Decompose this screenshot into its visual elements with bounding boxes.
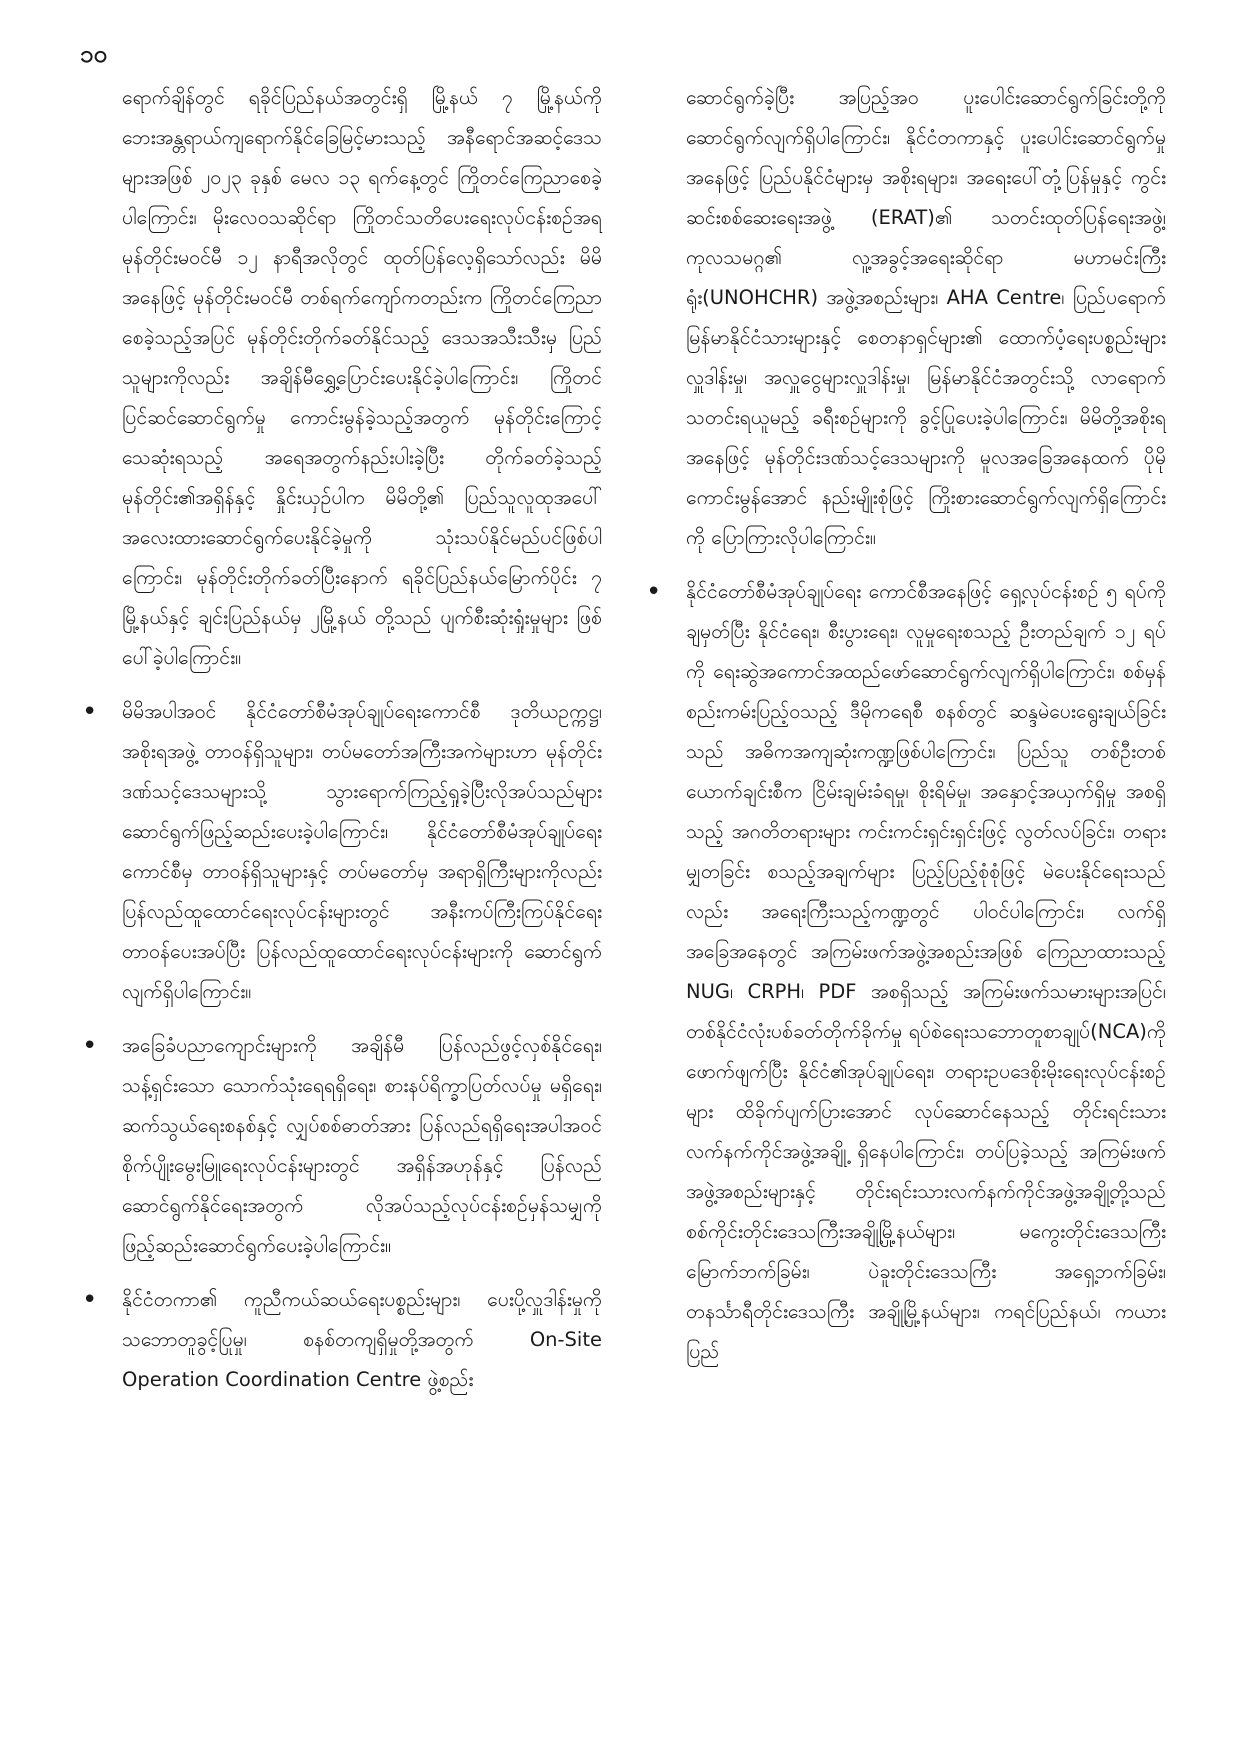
list-item-text: နိုင်ငံတော်စီမံအုပ်ချုပ်ရေး ကောင်စီအနေဖြင့် ရှေ့လုပ်ငန်းစဉ် ၅ ရပ်ကိုချမှတ်ပြီး နိုင်ငံရေး၊ စီးပွားရေး၊ လူမှုရေးစသည့် ဦးတည်ချက် ၁၂ ရပ်ကို ရေးဆွဲအကောင်အထည်ဖော်ဆောင်ရွက်လျက်ရှိပါကြောင်း၊ စစ်မှန်စည်းကမ်းပြည့်ဝသည့် ဒီမိုကရေစီ စနစ်တွင် ဆန္ဒမဲပေးရွေးချယ်ခြင်းသည် အဓိကအကျဆုံးကဏ္ဍဖြစ်ပါကြောင်း၊ ပြည်သူ တစ်ဦးတစ်ယောက်ချင်းစီက ငြိမ်းချမ်းခံရမှု၊ စိုးရိမ်မှု၊ အနှောင့်အယှက်ရှိမှု အစရှိသည့် အဂတိတရားများ ကင်းကင်းရှင်းရှင်းဖြင့် လွတ်လပ်ခြင်း၊ တရားမျှတခြင်း စသည့်အချက်များ ပြည့်ပြည့်စုံစုံဖြင့် မဲပေးနိုင်ရေးသည်လည်း အရေးကြီးသည့်ကဏ္ဍတွင် ပါဝင်ပါကြောင်း၊ လက်ရှိအခြေအနေတွင် အကြမ်းဖက်အဖွဲ့အစည်းအဖြစ် ကြေညာထားသည့် NUG၊ CRPH၊ PDF အစရှိသည့် အကြမ်းဖက်သမားများအပြင်၊ တစ်နိုင်ငံလုံးပစ်ခတ်တိုက်ခိုက်မှု ရပ်စဲရေးသဘောတူစာချုပ်(NCA)ကို ဖောက်ဖျက်ပြီး နိုင်ငံ၏အုပ်ချုပ်ရေး၊ တရားဥပဒေစိုးမိုးရေးလုပ်ငန်းစဉ်များ ထိခိုက်ပျက်ပြားအောင် လုပ်ဆောင်နေသည့် တိုင်းရင်းသားလက်နက်ကိုင်အဖွဲ့အချို့ ရှိနေပါကြောင်း၊ တပ်ပြခဲ့သည့် အကြမ်းဖက်အဖွဲ့အစည်းများနှင့် တိုင်းရင်းသားလက်နက်ကိုင်အဖွဲ့အချို့တို့သည် စစ်ကိုင်းတိုင်းဒေသကြီးအချို့မြို့နယ်များ၊ မကွေးတိုင်းဒေသကြီး မြောက်ဘက်ခြမ်း၊ ပဲခူးတိုင်းဒေသကြီး အရှေ့ဘက်ခြမ်း၊ တနင်္သာရီတိုင်းဒေသကြီး အချို့မြို့နယ်များ၊ ကရင်ပြည်နယ်၊ ကယားပြည် — [686, 580, 1166, 1363]
list-item-text: အခြေခံပညာကျောင်းများကို အချိန်မီ ပြန်လည်ဖွင့်လှစ်နိုင်ရေး၊ သန့်ရှင်းသော သောက်သုံးရေရရှိရေး၊ စားနပ်ရိက္ခာပြတ်လပ်မှု မရှိရေး၊ ဆက်သွယ်ရေးစနစ်နှင့် လျှပ်စစ်ဓာတ်အား ပြန်လည်ရရှိရေးအပါအဝင် စိုက်ပျိုးမွေးမြူရေးလုပ်ငန်းများတွင် အရှိန်အဟုန်နှင့် ပြန်လည်ဆောင်ရွက်နိုင်ရေးအတွက် လိုအပ်သည့်လုပ်ငန်းစဉ်မှန်သမျှကို ဖြည့်ဆည်းဆောင်ရွက်ပေးခဲ့ပါကြောင်း။ — [122, 1034, 602, 1257]
list-item-text: နိုင်ငံတကာ၏ ကူညီကယ်ဆယ်ရေးပစ္စည်းများ၊ ပေးပို့လှူဒါန်းမှုကို သဘောတူခွင့်ပြုမှု၊ စနစ်တကျရှိမှုတို့အတွက် On-Site Operation Coordination Centre ဖွဲ့စည်း — [122, 1288, 602, 1391]
list-item-text: မိမိအပါအဝင် နိုင်ငံတော်စီမံအုပ်ချုပ်ရေးကောင်စီ ဒုတိယဥက္ကဋ္ဌ၊ အစိုးရအဖွဲ့ တာဝန်ရှိသူများ၊ တပ်မတော်အကြီးအကဲများဟာ မုန်တိုင်းဒဏ်သင့်ဒေသများသို့ သွားရောက်ကြည့်ရှုခဲ့ပြီးလိုအပ်သည်များ ဆောင်ရွက်ဖြည့်ဆည်းပေးခဲ့ပါကြောင်း၊ နိုင်ငံတော်စီမံအုပ်ချုပ်ရေးကောင်စီမှ တာဝန်ရှိသူများနှင့် တပ်မတော်မှ အရာရှိကြီးများကိုလည်း ပြန်လည်ထူထောင်ရေးလုပ်ငန်းများတွင် အနီးကပ်ကြီးကြပ်နိုင်ရေး တာဝန်ပေးအပ်ပြီး ပြန်လည်ထူထောင်ရေးလုပ်ငန်းများကို ဆောင်ရွက်လျက်ရှိပါကြောင်း။ — [122, 700, 602, 1003]
bullet-icon: • — [82, 1031, 98, 1061]
page-number: ၁၀ — [80, 40, 107, 68]
left-column — [82, 78, 602, 1414]
list-item — [82, 1280, 602, 1400]
bullet-icon: • — [646, 577, 662, 607]
intro-paragraph: ရောက်ချိန်တွင် ရခိုင်ပြည်နယ်အတွင်းရှိ မြို့နယ် ၇ မြို့နယ်ကို ဘေးအန္တရာယ်ကျရောက်နိုင်ခြေမြင့်မားသည့် အနီရောင်အဆင့်ဒေသများအဖြစ် ၂၀၂၃ ခုနှစ် မေလ ၁၃ ရက်နေ့တွင် ကြိုတင်ကြေညာစေခဲ့ပါကြောင်း၊ မိုးလေဝသဆိုင်ရာ ကြိုတင်သတိပေးရေးလုပ်ငန်းစဉ်အရ မုန်တိုင်းမဝင်မီ ၁၂ နာရီအလိုတွင် ထုတ်ပြန်လေ့ရှိသော်လည်း မိမိအနေဖြင့် မုန်တိုင်းမဝင်မီ တစ်ရက်ကျော်ကတည်းက ကြိုတင်ကြေညာစေခဲ့သည့်အပြင် မုန်တိုင်းတိုက်ခတ်နိုင်သည့် ဒေသအသီးသီးမှ ပြည်သူများကိုလည်း အချိန်မီရွှေ့ပြောင်းပေးနိုင်ခဲ့ပါကြောင်း၊ ကြိုတင်ပြင်ဆင်ဆောင်ရွက်မှု ကောင်းမွန်ခဲ့သည့်အတွက် မုန်တိုင်းကြောင့် သေဆုံးရသည့် အရေအတွက်နည်းပါးခဲ့ပြီး တိုက်ခတ်ခဲ့သည့် မုန်တိုင်း၏အရှိန်နှင့် နှိုင်းယှဉ်ပါက မိမိတို့၏ ပြည်သူလူထုအပေါ် အလေးထားဆောင်ရွက်ပေးနိုင်ခဲ့မှုကို သုံးသပ်နိုင်မည်ပင်ဖြစ်ပါကြောင်း၊ မုန်တိုင်းတိုက်ခတ်ပြီးနောက် ရခိုင်ပြည်နယ်မြောက်ပိုင်း ၇ မြို့နယ်နှင့် ချင်းပြည်နယ်မှ ၂မြို့နယ် တို့သည် ပျက်စီးဆုံးရှုံးမှုများ ဖြစ်ပေါ်ခဲ့ပါကြောင်း။ — [122, 86, 602, 669]
bullet-icon: • — [82, 1285, 98, 1315]
bullet-icon: • — [82, 697, 98, 727]
list-item — [82, 692, 602, 1012]
right-column — [646, 78, 1166, 1386]
continuation-paragraph: ဆောင်ရွက်ခဲ့ပြီး အပြည့်အဝ ပူးပေါင်းဆောင်ရွက်ခြင်းတို့ကို ဆောင်ရွက်လျက်ရှိပါကြောင်း၊ နိုင်ငံတကာနှင့် ပူးပေါင်းဆောင်ရွက်မှုအနေဖြင့် ပြည်ပနိုင်ငံများမှ အစိုးရများ၊ အရေးပေါ်တုံ့ပြန်မှုနှင့် ကွင်းဆင်းစစ်ဆေးရေးအဖွဲ့ (ERAT)၏ သတင်းထုတ်ပြန်ရေးအဖွဲ့၊ ကုလသမဂ္ဂ၏ လူ့အခွင့်အရေးဆိုင်ရာ မဟာမင်းကြီးရုံး(UNOHCHR) အဖွဲ့အစည်းများ၊ AHA Centre၊ ပြည်ပရောက် မြန်မာနိုင်ငံသားများနှင့် စေတနာရှင်များ၏ ထောက်ပံ့ရေးပစ္စည်းများ လှူဒါန်းမှု၊ အလှူငွေများလှူဒါန်းမှု၊ မြန်မာနိုင်ငံအတွင်းသို့ လာရောက်သတင်းရယူမည့် ခရီးစဉ်များကို ခွင့်ပြုပေးခဲ့ပါကြောင်း၊ မိမိတို့အစိုးရအနေဖြင့် မုန်တိုင်းဒဏ်သင့်ဒေသများကို မူလအခြေအနေထက် ပိုမိုကောင်းမွန်အောင် နည်းမျိုးစုံဖြင့် ကြိုးစားဆောင်ရွက်လျက်ရှိကြောင်းကို ပြောကြားလိုပါကြောင်း။ — [686, 86, 1166, 549]
list-item — [646, 572, 1166, 1372]
list-item — [82, 1026, 602, 1266]
